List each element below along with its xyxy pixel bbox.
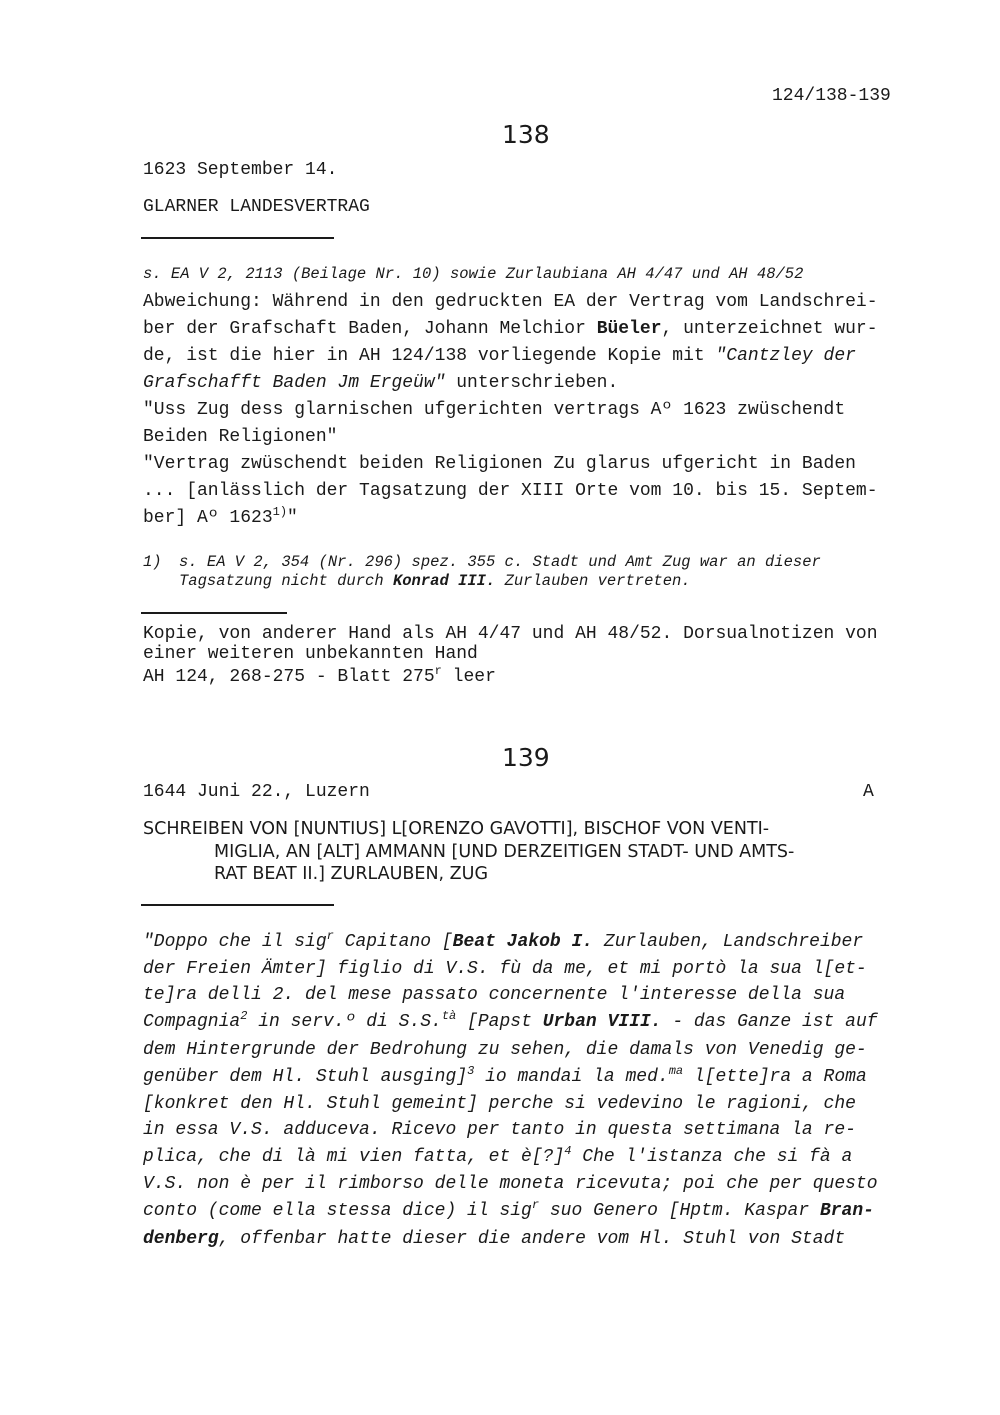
- title-line: RAT BEAT II.] ZURLAUBEN, ZUG: [214, 864, 489, 884]
- document-number-138: 138: [502, 120, 550, 149]
- letter-line: [konkret den Hl. Stuhl gemeint] perche si vedevino le ragioni, che: [143, 1094, 856, 1114]
- footnote-line: Tagsatzung nicht durch Konrad III. Zurlauben vertreten.: [179, 572, 691, 590]
- source-divider-138: [141, 612, 287, 614]
- commentary-line: ber der Grafschaft Baden, Johann Melchior Büeler, unterzeichnet wur-: [143, 319, 878, 339]
- letter-line: in essa V.S. adduceva. Ricevo per tanto in questa settimana la re-: [143, 1120, 856, 1140]
- letter-line: "Doppo che il sig$^r$ Capitano [Beat Jakob I. Zurlauben, Landschreiber: [143, 929, 864, 952]
- letter-line: denberg, offenbar hatte dieser die andere vom Hl. Stuhl von Stadt: [143, 1229, 846, 1249]
- letter-line: conto (come ella stessa dice) il sig$^r$ suo Genero [Hptm. Kaspar Bran-: [143, 1198, 874, 1221]
- footnote-ref-2: 2: [240, 1009, 248, 1023]
- footnote-ref-4: 4: [564, 1144, 572, 1158]
- title-divider-138: [141, 237, 334, 239]
- source-line: einer weiteren unbekannten Hand: [143, 644, 478, 664]
- commentary-line: Beiden Religionen": [143, 427, 338, 447]
- document-marker: A: [863, 782, 874, 802]
- person-name-beat-jakob: Beat Jakob I.: [452, 932, 594, 952]
- title-divider-139: [141, 904, 334, 906]
- letter-line: Compagnia$^2$ in serv.º di S.S.$^{tà}$ [Papst Urban VIII. - das Ganze ist auf: [143, 1009, 878, 1032]
- letter-line: genüber dem Hl. Stuhl ausging]$^3$ io mandai la med.$^{ma}$ l[ette]ra a Roma: [143, 1064, 867, 1087]
- commentary-line: "Vertrag zwüschendt beiden Religionen Zu glarus ufgericht in Baden: [143, 454, 856, 474]
- footnote-line: s. EA V 2, 354 (Nr. 296) spez. 355 c. Stadt und Amt Zug war an dieser: [179, 553, 821, 571]
- letter-line: V.S. non è per il rimborso delle moneta ricevuta; poi che per questo: [143, 1174, 878, 1194]
- footnote-marker: 1): [143, 553, 162, 571]
- edition-reference: s. EA V 2, 2113 (Beilage Nr. 10) sowie Zurlaubiana AH 4/47 und AH 48/52: [143, 265, 804, 283]
- letter-line: dem Hintergrunde der Bedrohung zu sehen, die damals von Venedig ge-: [143, 1040, 867, 1060]
- commentary-line: ... [anlässlich der Tagsatzung der XIII Orte vom 10. bis 15. Septem-: [143, 481, 878, 501]
- person-name-bueler: Büeler: [596, 319, 662, 339]
- commentary-line: de, ist die hier in AH 124/138 vorliegende Kopie mit "Cantzley der: [143, 346, 856, 366]
- commentary-line: Abweichung: Während in den gedruckten EA der Vertrag vom Landschrei-: [143, 292, 878, 312]
- document-title-138: GLARNER LANDESVERTRAG: [143, 197, 370, 217]
- letter-line: plica, che di là mi vien fatta, et è[?]$^4$ Che l'istanza che si fà a: [143, 1144, 853, 1167]
- person-name-brandenberg: Bran-: [819, 1201, 874, 1221]
- footnote-ref-1: 1): [272, 505, 288, 519]
- source-line: Kopie, von anderer Hand als AH 4/47 und AH 48/52. Dorsualnotizen von: [143, 624, 878, 644]
- person-name-konrad: Konrad III.: [392, 572, 496, 590]
- title-line: MIGLIA, AN [ALT] AMMANN [UND DERZEITIGEN STADT- UND AMTS-: [214, 842, 795, 862]
- title-line: SCHREIBEN VON [NUNTIUS] L[ORENZO GAVOTTI], BISCHOF VON VENTI-: [143, 819, 770, 839]
- document-date-138: 1623 September 14.: [143, 160, 338, 180]
- page-reference: 124/138-139: [772, 86, 891, 106]
- person-name-urban: Urban VIII.: [542, 1012, 662, 1032]
- letter-line: der Freien Ämter] figlio di V.S. fù da me, et mi portò la sua l[et-: [143, 959, 867, 979]
- commentary-line: ber] Aº 1623$^{1)}$": [143, 505, 298, 528]
- commentary-line: "Uss Zug dess glarnischen ufgerichten vertrags Aº 1623 zwüschendt: [143, 400, 846, 420]
- document-date-139: 1644 Juni 22., Luzern: [143, 782, 370, 802]
- commentary-line: Grafschafft Baden Jm Ergeüw" unterschrieben.: [143, 373, 619, 393]
- document-number-139: 139: [502, 743, 550, 772]
- footnote-ref-3: 3: [467, 1064, 475, 1078]
- letter-line: te]ra delli 2. del mese passato concernente l'interesse della sua: [143, 985, 846, 1005]
- source-line: AH 124, 268-275 - Blatt 275$^r$ leer: [143, 664, 496, 687]
